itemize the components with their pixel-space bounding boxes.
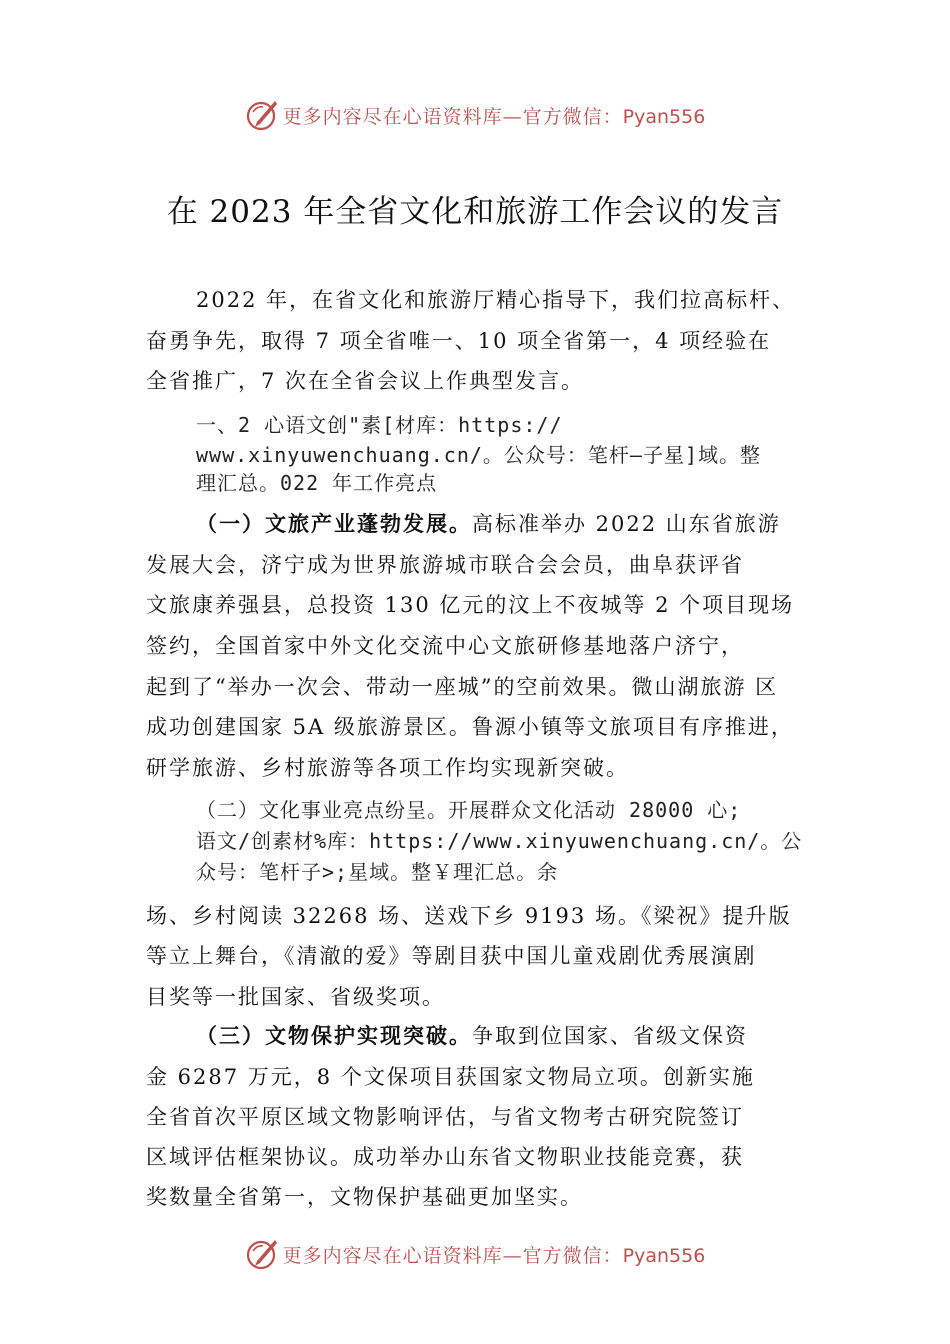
paragraph-line: 研学旅游、乡村旅游等各项工作均实现新突破。 <box>146 756 629 780</box>
paragraph-line: 2022 年，在省文化和旅游厅精心指导下，我们拉高标杆、 <box>196 288 796 312</box>
paragraph-line: 起到了“举办一次会、带动一座城”的空前效果。微山湖旅游 区 <box>146 675 779 699</box>
header-watermark-banner <box>0 95 950 135</box>
watermark-line: www.xinyuwenchuang.cn/。公众号：笔杆—子星]域。整 <box>196 443 761 467</box>
subsection-heading: （三）文物保护实现突破。 <box>196 1023 472 1048</box>
quill-logo-icon <box>245 1237 279 1271</box>
paragraph-line: 文旅康养强县，总投资 130 亿元的汶上不夜城等 2 个项目现场 <box>146 593 795 617</box>
banner-text: 更多内容尽在心语资料库—官方微信：Pyan556 <box>282 1244 706 1267</box>
subsection-line <box>196 511 781 537</box>
paragraph-line: 签约，全国首家中外文化交流中心文旅研修基地落户济宁， <box>146 634 744 658</box>
paragraph-line: 发展大会，济宁成为世界旅游城市联合会会员，曲阜获评省 <box>146 553 744 577</box>
document-title: 在 2023 年全省文化和旅游工作会议的发言 <box>166 194 784 230</box>
paragraph-line: 区域评估框架协议。成功举办山东省文物职业技能竞赛，获 <box>146 1145 744 1169</box>
banner-text: 更多内容尽在心语资料库—官方微信：Pyan556 <box>282 105 706 128</box>
watermark-line: 众号：笔杆子>;星域。整￥理汇总。余 <box>196 860 559 884</box>
paragraph-line: 等立上舞台，《清澈的爱》等剧目获中国儿童戏剧优秀展演剧 <box>146 944 757 968</box>
paragraph-line: 成功创建国家 5A 级旅游景区。鲁源小镇等文旅项目有序推进， <box>146 715 794 739</box>
watermark-line: 语文/创素材%库：https://www.xinyuwenchuang.cn/。公 <box>196 829 803 853</box>
watermark-line: （二）文化事业亮点纷呈。开展群众文化活动 28000 心; <box>196 798 742 822</box>
paragraph-line: 场、乡村阅读 32268 场、送戏下乡 9193 场。《梁祝》提升版 <box>146 904 792 928</box>
paragraph-line: 全省首次平原区域文物影响评估，与省文物考古研究院签订 <box>146 1105 744 1129</box>
subsection-line <box>196 1023 748 1049</box>
footer-watermark-banner <box>0 1234 950 1274</box>
paragraph-line: 全省推广，7 次在全省会议上作典型发言。 <box>146 369 585 393</box>
paragraph-line: 目奖等一批国家、省级奖项。 <box>146 985 445 1009</box>
subsection-heading: （一）文旅产业蓬勃发展。 <box>196 511 472 536</box>
watermark-line: 一、2 心语文创"素[材库：https:// <box>196 413 563 437</box>
paragraph-line: 金 6287 万元，8 个文保项目获国家文物局立项。创新实施 <box>146 1065 755 1089</box>
subsection-text: 高标准举办 2022 山东省旅游 <box>472 512 781 536</box>
paragraph-line: 奖数量全省第一，文物保护基础更加坚实。 <box>146 1185 583 1209</box>
subsection-text: 争取到位国家、省级文保资 <box>472 1024 748 1048</box>
quill-logo-icon <box>245 98 279 132</box>
paragraph-line: 奋勇争先，取得 7 项全省唯一、10 项全省第一，4 项经验在 <box>146 329 772 353</box>
section-heading-line: 理汇总。022 年工作亮点 <box>196 471 438 495</box>
